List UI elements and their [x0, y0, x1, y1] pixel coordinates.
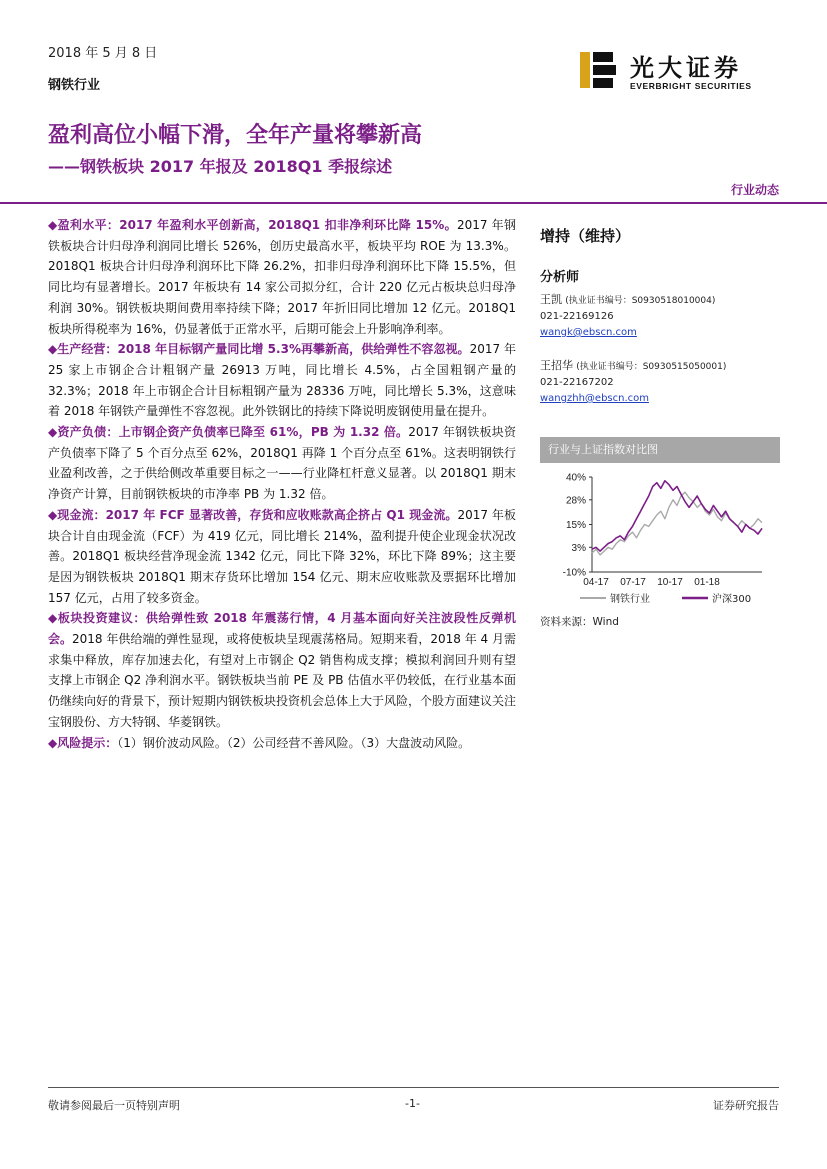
chart-title: 行业与上证指数对比图	[540, 437, 780, 463]
analyst-name: 王招华	[540, 359, 573, 372]
comparison-chart	[540, 437, 780, 627]
analyst-license: (执业证书编号：S0930515050001)	[576, 362, 727, 372]
analyst-email-link[interactable]: wangzhh@ebscn.com	[540, 393, 649, 404]
analyst-phone: 021-22169126	[540, 311, 614, 322]
y-tick-label: 15%	[565, 520, 586, 531]
chart-plot	[540, 465, 780, 615]
paragraph-cash-flow	[48, 505, 516, 609]
report-type-label: 行业动态	[730, 183, 779, 197]
y-tick-label: 28%	[565, 495, 586, 507]
report-title: 盈利高位小幅下滑，全年产量将攀新高	[48, 123, 423, 148]
page-number: -1-	[405, 1097, 420, 1110]
industry-label: 钢铁行业	[48, 78, 101, 93]
y-tick-label: -10%	[562, 567, 586, 579]
footer-divider	[48, 1087, 779, 1088]
report-category: 证券研究报告	[713, 1099, 779, 1112]
paragraph-lead: ◆资产负债：上市钢企资产负债率已降至 61%，PB 为 1.32 倍。	[48, 425, 409, 440]
main-content	[48, 215, 516, 753]
chart-source: 资料来源：Wind	[540, 616, 619, 628]
company-logo	[578, 48, 784, 98]
logo-mark-icon	[578, 50, 618, 90]
logo-chinese-name: 光大证券	[630, 53, 742, 82]
x-tick-label: 10-17	[657, 577, 683, 588]
analyst-card	[540, 358, 726, 407]
paragraph-lead: ◆现金流：2017 年 FCF 显著改善，存货和应收账款高企挤占 Q1 现金流。	[48, 507, 458, 522]
rating-label: 增持（维持）	[540, 227, 631, 245]
paragraph-lead: ◆生产经营：2018 年目标钢产量同比增 5.3%再攀新高，供给弹性不容忽视。	[48, 342, 470, 357]
disclaimer-note: 敬请参阅最后一页特别声明	[48, 1099, 180, 1112]
paragraph-production	[48, 339, 516, 422]
series-line-hs300	[592, 481, 762, 551]
analyst-email-link[interactable]: wangk@ebscn.com	[540, 327, 637, 338]
paragraph-body: 2017 年钢铁板块资产负债率下降了 5 个百分点至 62%，2018Q1 再降 1 个百分点至 61%。这表明钢铁行业盈利改善，之于供给侧改革重要目标之一——行业降杠杆意义显著。以 2018Q1 期末净资产计算，目前钢铁板块的市净率 PB 为 1.32 倍。	[48, 425, 517, 502]
paragraph-risk	[48, 733, 516, 754]
x-tick-label: 07-17	[620, 577, 646, 588]
paragraph-lead: ◆板块投资建议：供给弹性致 2018 年震荡行情，4 月基本面向好关注波段性反弹机会。	[48, 611, 516, 647]
analyst-license: (执业证书编号：S0930518010004)	[565, 296, 716, 306]
logo-english-name: EVERBRIGHT SECURITIES	[630, 81, 752, 91]
paragraph-body: 2017 年 25 家上市钢企合计粗钢产量 26913 万吨，同比增长 4.5%，占全国粗钢产量的 32.3%；2018 年上市钢企合计目标粗钢产量为 28336 万吨，同比增长 5.3%，这意味着 2018 年钢铁产量弹性不容忽视。此外铁钢比的持续下降说明废钢使用量在提升。	[48, 342, 516, 419]
series-line-steel	[592, 492, 762, 555]
paragraph-body: （1）钢价波动风险。（2）公司经营不善风险。（3）大盘波动风险。	[117, 735, 471, 750]
paragraph-investment-advice	[48, 608, 516, 732]
x-tick-label: 04-17	[583, 577, 609, 588]
report-subtitle: ——钢铁板块 2017 年报及 2018Q1 季报综述	[48, 157, 393, 176]
paragraph-lead: ◆盈利水平：2017 年盈利水平创新高，2018Q1 扣非净利环比降 15%。	[48, 218, 457, 232]
header-divider	[0, 202, 827, 204]
paragraph-lead: ◆风险提示：	[48, 735, 118, 750]
paragraph-profit	[48, 215, 516, 339]
paragraph-body: 2017 年钢铁板块合计归母净利润同比增长 526%，创历史最高水平，板块平均 ROE 为 13.3%。2018Q1 板块合计归母净利润环比下降 26.2%，扣非归母净利润环比下降 15.5%，但同比均有显著增长。2017 年板块有 14 家公司拟分红，合计 220 亿元占板块总归母净利润 30%。钢铁板块期间费用率持续下降；2017 年折旧同比增加 12 亿元。2018Q1 板块所得税率为 16%，仍显著低于正常水平，后期可能会上升影响净利率。	[48, 218, 516, 336]
analyst-name: 王凯	[540, 293, 562, 306]
y-tick-label: 3%	[571, 542, 586, 554]
analyst-card	[540, 292, 715, 341]
analyst-heading: 分析师	[540, 270, 580, 285]
x-tick-label: 01-18	[694, 577, 720, 588]
analyst-phone: 021-22167202	[540, 377, 614, 388]
report-date: 2018 年 5 月 8 日	[48, 46, 158, 61]
y-tick-label: 40%	[565, 472, 586, 484]
paragraph-body: 2018 年供给端的弹性显现，或将使板块呈现震荡格局。短期来看，2018 年 4 月需求集中释放，库存加速去化，有望对上市钢企 Q2 销售构成支撑；模拟利润回升则有望支撑上市钢企 Q2 净利润水平。钢铁板块当前 PE 及 PB 估值水平仍较低，在行业基本面仍继续向好的背景下，预计短期内钢铁板块投资机会总体上大于风险，个股方面建议关注宝钢股份、方大特钢、华菱钢铁。	[48, 632, 517, 729]
legend-label-steel: 钢铁行业	[610, 594, 650, 605]
paragraph-body: 2017 年板块合计自由现金流（FCF）为 419 亿元，同比增长 214%，盈利提升使企业现金状况改善。2018Q1 板块经营净现金流 1342 亿元，同比下降 32%，环比下降 89%；这主要是因为钢铁板块 2018Q1 期末存货环比增加 154 亿元、期末应收账款及票据环比增加 157 亿元，占用了较多资金。	[48, 507, 516, 605]
legend-label-hs300: 沪深300	[712, 594, 752, 605]
paragraph-balance-sheet	[48, 422, 516, 505]
